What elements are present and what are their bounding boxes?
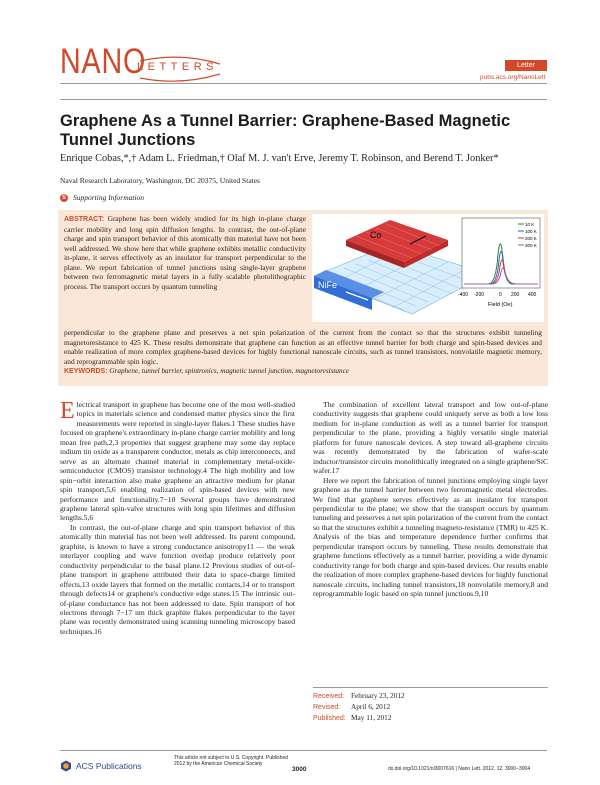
- acs-publications-logo: [60, 760, 142, 772]
- published-date: May 11, 2012: [351, 713, 392, 722]
- x-tick: -200: [474, 292, 485, 298]
- paragraph: The combination of excellent lateral transport and low out-of-plane conductivity suggests that graphene could uniquely serve as both a low loss medium for in-plane conduction as well as a tunnel barrier for transport perpendicular to the plane, providing a highly versatile single material platform for future nanoscale devices. A step toward all-graphene circuits was recently demonstrated by the fabrication of wafer-scale inductor/transistor circuits monolithically integrated on a single graphene/SiC wafer.17: [313, 400, 548, 476]
- co-label: Co: [370, 230, 382, 240]
- drop-cap: E: [60, 398, 75, 424]
- supporting-info-link[interactable]: [60, 193, 144, 202]
- journal-url[interactable]: pubs.acs.org/NanoLett: [480, 74, 546, 81]
- x-tick: -400: [458, 292, 469, 298]
- supporting-info-icon: S: [61, 194, 66, 201]
- keywords-label: KEYWORDS:: [64, 368, 108, 375]
- published-label: Published:: [313, 715, 346, 722]
- keywords: [64, 367, 542, 376]
- header-divider-2: [60, 99, 547, 100]
- abstract-label: ABSTRACT:: [64, 216, 105, 223]
- supporting-info-label: Supporting Information: [73, 193, 145, 202]
- dates-divider: [313, 687, 548, 688]
- abstract-text-part2: perpendicular to the graphene plane and preserves a net spin polarization of the current from the contact so that the structures exhibit tunneling magnetoresistance to 425 K. These results demonstrate that graphene can function as an effective tunnel barrier for both charge and spin-based devices and enable realization of more complex graphene-based devices for highly functional nanoscale circuits, such as tunnel transistors, nonvolatile magnetic memory, and reprogrammable spin logic.: [64, 328, 542, 366]
- copyright-note: This article not subject to U.S. Copyright. Published 2012 by the American Chemical Society: [174, 755, 288, 767]
- body-column-left: [60, 400, 295, 636]
- legend-10k: 10 K: [525, 222, 535, 227]
- author-list: Enrique Cobas,*,† Adam L. Friedman,† Olaf M. J. van't Erve, Jeremy T. Robinson, and Berend T. Jonker*: [60, 153, 499, 164]
- legend-200k: 200 K: [525, 236, 537, 241]
- doi-citation[interactable]: dx.doi.org/10.1021/nl3007616 | Nano Lett. 2012, 12, 3000−3004: [388, 766, 531, 772]
- page-number: 3000: [292, 766, 307, 773]
- received-label: Received:: [313, 693, 345, 700]
- legend-300k: 300 K: [525, 243, 537, 248]
- paper-title: Graphene As a Tunnel Barrier: Graphene-Based Magnetic Tunnel Junctions: [60, 112, 511, 149]
- publisher-name: ACS Publications: [76, 761, 142, 771]
- paragraph: lectrical transport in graphene has become one of the most well-studied topics in materials science and condensed matter physics since the first measurements were reported in single-layer flakes.1 These studies have focused on graphene's extraordinary in-plane charge carrier mobility and long mean free path,2,3 properties that suggest graphene may some day replace indium tin oxide as a transparent conductor, metals as chip interconnects, and serve as an alternate channel material in complementary metal-oxide-semiconductor (CMOS) transistor technology.4 The high mobility and low spin−orbit interaction also make graphene an attractive medium for planar spin transport,5,6 enabling realization of spin-based devices with new performance and functionality.7−10 Several groups have demonstrated graphene lateral spin-valve structures with long spin lifetimes and diffusion lengths.5,6: [60, 400, 295, 523]
- legend-100k: 100 K: [525, 229, 537, 234]
- acs-hexagon-icon: [60, 760, 72, 772]
- header-divider: [60, 83, 547, 84]
- received-date: February 23, 2012: [351, 691, 405, 700]
- abstract-figure: [312, 214, 544, 322]
- x-tick: 200: [511, 292, 520, 298]
- x-tick: 0: [499, 292, 502, 298]
- footer-divider: [60, 750, 547, 751]
- revised-label: Revised:: [313, 704, 341, 711]
- affiliation: Naval Research Laboratory, Washington, DC 20375, United States: [60, 176, 260, 185]
- nife-label: NiFe: [318, 280, 338, 290]
- abstract-body-1: Graphene has been widely studied for its high in-plane charge carrier mobility and long spin diffusion lengths. In contrast, the out-of-plane charge and spin transport behavior of this atomically thin material have not been well addressed. We show here that while graphene exhibits metallic conductivity in-plane, it serves effectively as an insulator for transport perpendicular to the plane. We report fabrication of tunnel junctions using single-layer graphene between two ferromagnetic metal layers in a fully scalable photolithographic process. The transport occurs by quantum tunneling: [64, 214, 306, 291]
- paragraph: In contrast, the out-of-plane charge and spin transport behavior of this atomically thin material has not been well addressed. Its parent compound, graphite, is known to have a strong conductance anisotropy11 — the weak interlayer coupling and wave function overlap produce relatively poor conductivity perpendicular to the basal plane.12 Previous studies of out-of-plane transport in graphene attributed their data to space-charge limited effects,13 oxide layers that formed on the metallic contacts,14 or to transport through defects14 or graphene's conductive edge states.15 The intrinsic out-of-plane conductance has not been addressed to date. Spin transport of hot electrons through 7−17 nm thick graphite flakes perpendicular to the layer plane was recently demonstrated using scanning tunneling microscopy based techniques.16: [60, 522, 295, 636]
- article-type-badge: Letter: [505, 60, 547, 71]
- body-column-right: [313, 400, 548, 599]
- keywords-text: Graphene, tunnel barrier, spintronics, magnetic tunnel junction, magnetoresistance: [109, 367, 349, 375]
- abstract-text-part1: [64, 214, 306, 291]
- paragraph: Here we report the fabrication of tunnel junctions employing single layer graphene as the tunnel barrier between two ferromagnetic metal electrodes. We find that graphene serves effectively as an insulator for transport perpendicular to the plane; we show that the transport occurs by quantum tunneling and preserves a net spin polarization of the current from the contact so that the structures exhibit a tunneling magneto-resistance (TMR) to 425 K. Analysis of the bias and temperature dependence further confirms that perpendicular transport occurs by tunneling. These results demonstrate that graphene functions effectively as a tunnel barrier, providing a wide dynamic conductivity range for both charge and spin-based devices. Our results enable the realization of more complex graphene-based devices for highly functional nanoscale circuits, including tunnel transistors,18 nonvolatile memory,8 and reprogrammable logic based on spin tunnel junctions.9,10: [313, 475, 548, 599]
- x-axis-label: Field (Oe): [488, 302, 513, 308]
- revised-date: April 6, 2012: [351, 702, 391, 711]
- x-tick: 400: [528, 292, 537, 298]
- publication-dates: [313, 691, 548, 724]
- journal-logo-nano: NANO: [60, 42, 147, 81]
- journal-logo-letters: LETTERS: [137, 61, 219, 73]
